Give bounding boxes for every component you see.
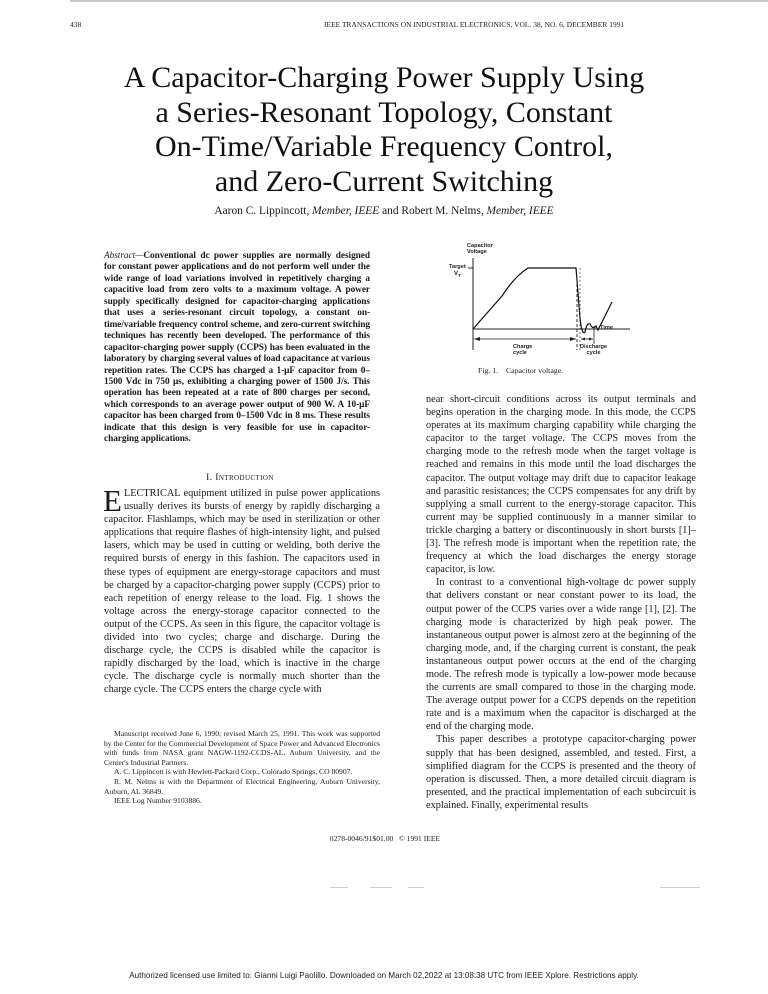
target-label: Target bbox=[449, 264, 466, 270]
section-title: Introduction bbox=[215, 473, 274, 483]
footnotes bbox=[104, 729, 380, 806]
abstract-text: Conventional dc power supplies are normally designed for constant power applications and do not perform well under the wide range of load variations involved in repetitively charging a capacitive load from zero volts to a maximum voltage. A power supply specifically designed for capacitor-charging applications that uses a series-resonant circuit topology, a constant on-time/variable frequency control scheme, and zero-current switching techniques has recently been developed. The performance of this capacitor-charging power supply (CCPS) has been evaluated in the laboratory by charging several values of load capacitance at various repetition rates. The CCPS has charged a 1-μF capacitor from 0–1500 Vdc in 750 μs, exhibiting a charging power of 1500 J/s. This operation has been repeated at a rate of 800 charges per second, which corresponds to an average power output of 900 W. A 10-μF capacitor has been charged from 0–1500 Vdc in 8 ms. These results indicate that this design is very feasible for use in capacitor-charging applications. bbox=[104, 251, 370, 445]
y-axis-label bbox=[467, 243, 493, 255]
page-number: 438 bbox=[70, 20, 82, 29]
y-axis-label-line: Voltage bbox=[467, 249, 487, 255]
target-symbol: V bbox=[454, 271, 459, 277]
footnote: R. M. Nelms is with the Department of Electrical Engineering, Auburn University, Auburn, AL 36849. bbox=[104, 776, 380, 796]
section-heading bbox=[80, 473, 400, 483]
scan-artifacts bbox=[0, 886, 768, 890]
scan-mark bbox=[408, 887, 424, 888]
journal-name: IEEE TRANSACTIONS ON INDUSTRIAL ELECTRONICS, VOL. 38, NO. 6, DECEMBER 1991 bbox=[324, 20, 625, 29]
scan-mark bbox=[660, 887, 700, 888]
paragraph: near short-circuit conditions across its output terminals and begins operation in the charging mode. In this mode, the CCPS operates at its maximum charging capability while charging the capacitor to the target voltage. The CCPS moves from the charging mode to the refresh mode when the target voltage is reached and remains in this mode until the load discharges the capacitor. The output voltage may drift due to capacitor leakage and parasitic resistances; the CCPS compensates for any drift by supplying a small current to the energy-storage capacitor. This current may be supplied continuously in a manner similar to trickle charging a battery or discontinuously in short bursts [1]–[3]. The refresh mode is important when the repetition rate, the frequency at which the load discharges the energy storage capacitor, is low. bbox=[426, 394, 696, 576]
license-footer: Authorized licensed use limited to: Gianni Luigi Paolillo. Downloaded on March 02,2022 at 13:08:38 UTC from IEEE Xplore. Restrictions apply. bbox=[129, 971, 639, 980]
discharge-cycle-label bbox=[580, 344, 607, 356]
section-number: I. bbox=[206, 473, 213, 483]
title-line: A Capacitor-Charging Power Supply Using bbox=[123, 61, 645, 94]
copyright-line: 0278-0046/91$01.00 © 1991 IEEE bbox=[329, 834, 441, 843]
discharge-cycle-label-line: Discharge bbox=[580, 344, 608, 350]
author-conjunction: and bbox=[382, 205, 399, 217]
author-affiliation: Member, IEEE bbox=[312, 205, 380, 217]
author-line bbox=[100, 205, 668, 217]
figure-caption: Fig. 1. Capacitor voltage. bbox=[478, 366, 564, 375]
introduction-text bbox=[103, 483, 380, 697]
footnote: A. C. Lippincott is with Hewlett-Packard Corp., Colorado Springs, CO 80907. bbox=[114, 767, 353, 777]
paragraph: In contrast to a conventional high-voltage dc power supply that delivers constant or near constant power to its load, the output power of the CCPS varies over a wide range [1], [2]. The charging mode is characterized by high peak power. The instantaneous output power is almost zero at the beginning of the charging mode, and, if the charging current is constant, the peak instantaneous output power occurs at the end of the charging mode. The refresh mode is typically a low-power mode because the currents are small compared to those in the charging mode. The average output power for a CCPS depends on the repetition rate and is a maximum when the capacitor is discharged at the end of the charging mode. bbox=[426, 577, 696, 733]
charge-cycle-label-line: Charge bbox=[513, 344, 533, 350]
target-voltage-symbol bbox=[454, 271, 461, 279]
charge-cycle-label-line: cycle bbox=[513, 350, 527, 356]
drop-cap: E bbox=[103, 483, 122, 518]
title-line: On-Time/Variable Frequency Control, bbox=[155, 130, 613, 163]
charge-cycle-label bbox=[513, 344, 532, 356]
discharge-cycle-label-line: cycle bbox=[586, 350, 601, 356]
footnote: Manuscript received June 6, 1990; revised March 25, 1991. This work was supported by the Center for the Commercial Development of Space Power and Advanced Electronics with funds from NASA grant NAGW-1192-CCDS-AL, Auburn University, and the Center's Industrial Partners. bbox=[104, 729, 380, 767]
paper-title bbox=[100, 61, 668, 199]
y-axis-label-line: Capacitor bbox=[467, 243, 493, 249]
abstract-lead: Abstract— bbox=[104, 251, 144, 261]
intro-body: LECTRICAL equipment utilized in pulse power applications usually derives its bursts of energy by rapidly discharging a capacitor. Flashlamps, which may be used in sterilization or other applications that require flashes of high-intensity light, and pulsed lasers, which may be used in cutting or welding, both derive the required bursts of energy in this fashion. The capacitors used in these types of equipment are energy-storage capacitors and must be charged by a capacitor-charging power supply (CCPS) prior to each repetition of energy release to the load. Fig. 1 shows the voltage across the energy-storage capacitor connected to the output of the CCPS. As seen in this figure, the capacitor voltage is divided into two cycles; charge and discharge. During the discharge cycle, the CCPS is disabled while the capacitor is rapidly discharged by the load, which is inactive in the charge cycle. The discharge cycle is normally much shorter than the charge cycle. The CCPS enters the charge cycle with bbox=[104, 488, 380, 696]
right-column-text bbox=[426, 393, 696, 812]
x-axis-label: Time bbox=[600, 325, 613, 331]
paragraph: This paper describes a prototype capacitor-charging power supply that has been designed, assembled, and tested. First, a simplified diagram for the CCPS is presented and the theory of operation is discussed. Then, a more detailed circuit diagram is presented, and the practical implementation of each subcircuit is explained. Finally, experimental results bbox=[426, 734, 696, 811]
scan-mark bbox=[330, 887, 348, 888]
abstract bbox=[104, 251, 370, 446]
scan-mark bbox=[370, 887, 392, 888]
footnote: IEEE Log Number 9103886. bbox=[114, 796, 202, 806]
scan-top-edge bbox=[70, 0, 768, 2]
author-name: Robert M. Nelms, bbox=[401, 205, 484, 217]
title-line: a Series-Resonant Topology, Constant bbox=[155, 95, 613, 129]
title-line: and Zero-Current Switching bbox=[214, 164, 554, 198]
author-affiliation: Member, IEEE bbox=[486, 205, 554, 217]
author-name: Aaron C. Lippincott, bbox=[214, 205, 310, 217]
target-subscript: T bbox=[458, 273, 461, 279]
